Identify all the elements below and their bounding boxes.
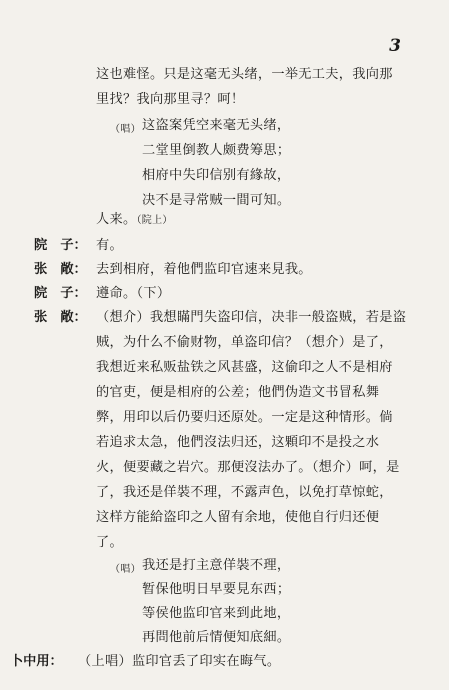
speaker-name: 院 子： xyxy=(34,286,87,301)
dialogue-line: 遵命。（下） xyxy=(96,286,171,301)
verse-line: 再問他前后情便知底細。 xyxy=(142,630,291,645)
speaker-name: 张 敞： xyxy=(34,310,87,325)
verse-line: 暂保他明日早要見东西； xyxy=(142,582,291,597)
dialogue-line: 的官吏，便是相府的公差；他們伪造文书冒私舞 xyxy=(96,385,380,400)
speaker-name: 卜中用： xyxy=(10,654,63,669)
dialogue-line: 若追求太急，他們沒法归还，这顆印不是投之水 xyxy=(96,435,380,450)
dialogue-line: 这样方能給盗印之人留有余地，使他自行归还便 xyxy=(96,510,380,525)
page-number: 3 xyxy=(389,36,401,56)
dialogue-line: 贼，为什么不偷财物，单盗印信？（想介）是了， xyxy=(96,335,393,350)
verse-line: 等侯他监印官来到此地， xyxy=(142,606,291,621)
verse-line: 相府中失印信别有緣故， xyxy=(142,168,291,183)
dialogue-line: 了，我还是佯裝不理，不露声色，以免打草惊蛇， xyxy=(96,485,393,500)
text-line: 里找？我向那里寻？呵！ xyxy=(96,92,245,107)
dialogue-line: （想介）我想瞞門失盗印信，决非一般盗贼，若是盗 xyxy=(96,310,407,325)
dialogue-line: 有。 xyxy=(96,238,123,253)
stage-label: （唱） xyxy=(110,124,141,135)
verse-line: 我还是打主意佯裝不理， xyxy=(142,558,291,573)
verse-line: 二堂里倒教人颇费筹思； xyxy=(142,143,291,158)
stage-label: （唱） xyxy=(110,564,141,575)
dialogue-line: （上唱）监印官丢了印实在晦气。 xyxy=(78,654,281,669)
text-line: 这也难怪。只是这毫无头绪，一举无工夫，我向那 xyxy=(96,67,393,82)
dialogue-line: 火，便要藏之岩穴。那便沒法办了。（想介）呵，是 xyxy=(96,460,400,475)
dialogue-line: 弊，用印以后仍要归还原处。一定是这种情形。倘 xyxy=(96,410,393,425)
speaker-name: 张 敞： xyxy=(34,262,87,277)
speaker-name: 院 子： xyxy=(34,238,87,253)
dialogue-line: 我想近来私贩盐铁之风甚盛，这偷印之人不是相府 xyxy=(96,360,393,375)
dialogue-text: 人来。 xyxy=(96,212,137,227)
text-line xyxy=(96,212,173,229)
dialogue-line: 了。 xyxy=(96,535,123,550)
verse-line: 决不是寻常贼一間可知。 xyxy=(142,193,291,208)
stage-direction: （院上） xyxy=(136,215,173,226)
verse-line: 这盗案凭空来毫无头绪， xyxy=(142,118,291,133)
dialogue-line: 去到相府，着他們监印官速来見我。 xyxy=(96,262,312,277)
